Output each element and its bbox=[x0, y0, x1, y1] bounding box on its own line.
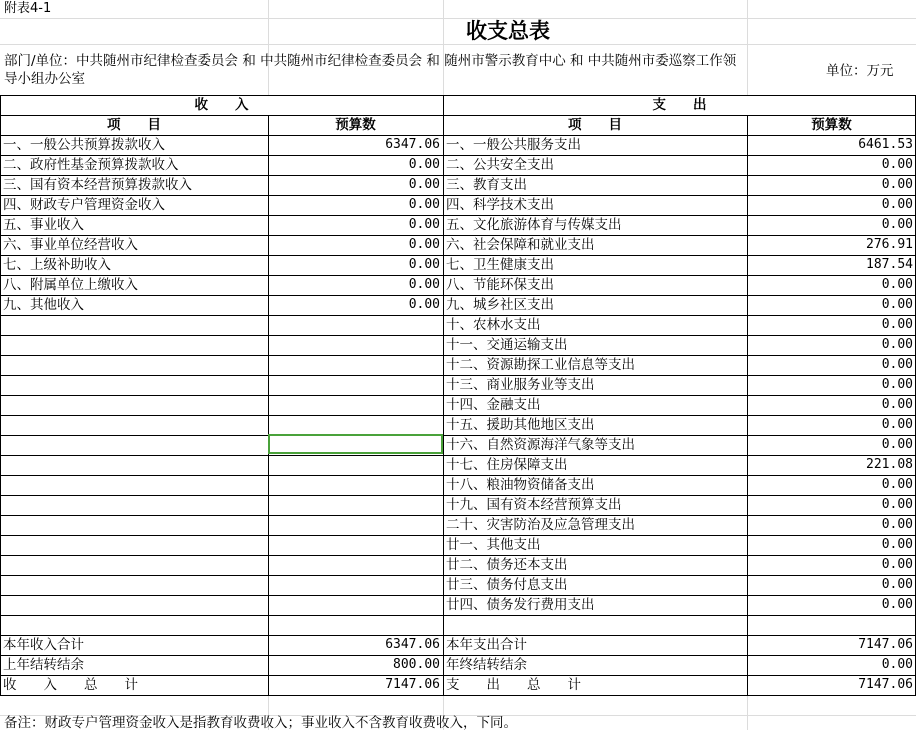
expense-budget-value: 0.00 bbox=[881, 537, 913, 552]
expense-item-label: 二、公共安全支出 bbox=[446, 157, 554, 173]
expense-budget-value: 0.00 bbox=[881, 157, 913, 172]
footnote: 备注：财政专户管理资金收入是指教育收费收入；事业收入不含教育收费收入，下同。 bbox=[4, 715, 517, 731]
expense-budget-value: 0.00 bbox=[881, 197, 913, 212]
expense-budget-value: 0.00 bbox=[881, 377, 913, 392]
expense-item-label: 八、节能环保支出 bbox=[446, 277, 554, 293]
expense-total-label: 年终结转结余 bbox=[446, 657, 527, 673]
expense-item-label: 七、卫生健康支出 bbox=[446, 257, 554, 273]
expense-item-label: 十九、国有资本经营预算支出 bbox=[446, 497, 622, 513]
expense-budget-value: 0.00 bbox=[881, 497, 913, 512]
expense-item-label: 廿四、债务发行费用支出 bbox=[446, 597, 595, 613]
income-item-label: 二、政府性基金预算拨款收入 bbox=[3, 157, 179, 173]
expense-item-label: 十八、粮油物资储备支出 bbox=[446, 477, 595, 493]
income-budget-value: 0.00 bbox=[408, 177, 440, 192]
expense-budget-value: 0.00 bbox=[881, 317, 913, 332]
expense-budget-value: 0.00 bbox=[881, 177, 913, 192]
income-total-value: 6347.06 bbox=[385, 637, 440, 652]
expense-budget-value: 0.00 bbox=[881, 417, 913, 432]
unit-label: 单位：万元 bbox=[826, 63, 894, 79]
border-line bbox=[268, 115, 269, 695]
expense-item-label: 廿一、其他支出 bbox=[446, 537, 541, 553]
expense-budget-value: 0.00 bbox=[881, 577, 913, 592]
expense-budget-value: 0.00 bbox=[881, 337, 913, 352]
income-budget-value: 0.00 bbox=[408, 257, 440, 272]
expense-item-label: 一、一般公共服务支出 bbox=[446, 137, 581, 153]
expense-item-label: 十二、资源勘探工业信息等支出 bbox=[446, 357, 635, 373]
expense-item-label: 六、社会保障和就业支出 bbox=[446, 237, 595, 253]
income-total-value: 7147.06 bbox=[385, 677, 440, 692]
expense-budget-col-header: 预算数 bbox=[811, 117, 852, 133]
expense-item-label: 九、城乡社区支出 bbox=[446, 297, 554, 313]
expense-budget-value: 0.00 bbox=[881, 517, 913, 532]
expense-total-value: 0.00 bbox=[881, 657, 913, 672]
expense-total-label: 支 出 总 计 bbox=[446, 677, 581, 693]
expense-budget-value: 0.00 bbox=[881, 597, 913, 612]
income-budget-col-header: 预算数 bbox=[335, 117, 376, 133]
sheet-tag: 附表4-1 bbox=[4, 1, 52, 16]
expense-item-label: 十三、商业服务业等支出 bbox=[446, 377, 595, 393]
income-item-label: 一、一般公共预算拨款收入 bbox=[3, 137, 165, 153]
income-total-label: 收 入 总 计 bbox=[3, 677, 138, 693]
income-item-label: 九、其他收入 bbox=[3, 297, 84, 313]
income-budget-value: 0.00 bbox=[408, 217, 440, 232]
expense-item-label: 三、教育支出 bbox=[446, 177, 527, 193]
expense-item-label: 十七、住房保障支出 bbox=[446, 457, 568, 473]
expense-item-label: 十四、金融支出 bbox=[446, 397, 541, 413]
income-budget-value: 0.00 bbox=[408, 277, 440, 292]
border-line bbox=[0, 695, 916, 696]
income-item-label: 八、附属单位上缴收入 bbox=[3, 277, 138, 293]
border-line bbox=[747, 115, 748, 695]
income-item-label: 六、事业单位经营收入 bbox=[3, 237, 138, 253]
income-budget-value: 6347.06 bbox=[385, 137, 440, 152]
expense-budget-value: 221.08 bbox=[866, 457, 913, 472]
border-line bbox=[0, 615, 916, 616]
income-item-label: 七、上级补助收入 bbox=[3, 257, 111, 273]
income-total-label: 本年收入合计 bbox=[3, 637, 84, 653]
expense-budget-value: 0.00 bbox=[881, 297, 913, 312]
income-total-label: 上年结转结余 bbox=[3, 657, 84, 673]
grid-line bbox=[747, 695, 748, 730]
expense-item-label: 四、科学技术支出 bbox=[446, 197, 554, 213]
income-budget-value: 0.00 bbox=[408, 157, 440, 172]
expense-budget-value: 0.00 bbox=[881, 217, 913, 232]
department-label: 部门/单位：中共随州市纪律检查委员会 和 中共随州市纪律检查委员会 和 随州市警示教育中心 和 中共随州市委巡察工作领导小组办公室 bbox=[4, 53, 737, 87]
expense-item-label: 十、农林水支出 bbox=[446, 317, 541, 333]
expense-header: 支 出 bbox=[652, 97, 707, 113]
expense-budget-value: 0.00 bbox=[881, 557, 913, 572]
expense-item-label: 廿二、债务还本支出 bbox=[446, 557, 568, 573]
expense-budget-value: 187.54 bbox=[866, 257, 913, 272]
grid-line bbox=[0, 44, 916, 45]
expense-budget-value: 0.00 bbox=[881, 477, 913, 492]
expense-budget-value: 0.00 bbox=[881, 357, 913, 372]
income-item-label: 三、国有资本经营预算拨款收入 bbox=[3, 177, 192, 193]
income-budget-value: 0.00 bbox=[408, 197, 440, 212]
expense-budget-value: 0.00 bbox=[881, 277, 913, 292]
expense-budget-value: 6461.53 bbox=[858, 137, 913, 152]
income-total-value: 800.00 bbox=[393, 657, 440, 672]
income-item-label: 五、事业收入 bbox=[3, 217, 84, 233]
income-budget-value: 0.00 bbox=[408, 237, 440, 252]
grid-line bbox=[747, 0, 748, 95]
expense-budget-value: 0.00 bbox=[881, 397, 913, 412]
page-title: 收支总表 bbox=[466, 19, 550, 43]
expense-item-label: 十五、援助其他地区支出 bbox=[446, 417, 595, 433]
expense-budget-value: 276.91 bbox=[866, 237, 913, 252]
expense-total-value: 7147.06 bbox=[858, 677, 913, 692]
income-item-label: 四、财政专户管理资金收入 bbox=[3, 197, 165, 213]
income-item-col-header: 项 目 bbox=[107, 117, 161, 133]
expense-total-value: 7147.06 bbox=[858, 637, 913, 652]
expense-item-label: 廿三、债务付息支出 bbox=[446, 577, 568, 593]
income-budget-value: 0.00 bbox=[408, 297, 440, 312]
expense-total-label: 本年支出合计 bbox=[446, 637, 527, 653]
expense-item-label: 二十、灾害防治及应急管理支出 bbox=[446, 517, 635, 533]
selected-cell[interactable] bbox=[268, 434, 443, 454]
income-header: 收 入 bbox=[194, 97, 249, 113]
expense-item-label: 十六、自然资源海洋气象等支出 bbox=[446, 437, 635, 453]
expense-item-col-header: 项 目 bbox=[568, 117, 622, 133]
expense-item-label: 五、文化旅游体育与传媒支出 bbox=[446, 217, 622, 233]
expense-item-label: 十一、交通运输支出 bbox=[446, 337, 568, 353]
expense-budget-value: 0.00 bbox=[881, 437, 913, 452]
